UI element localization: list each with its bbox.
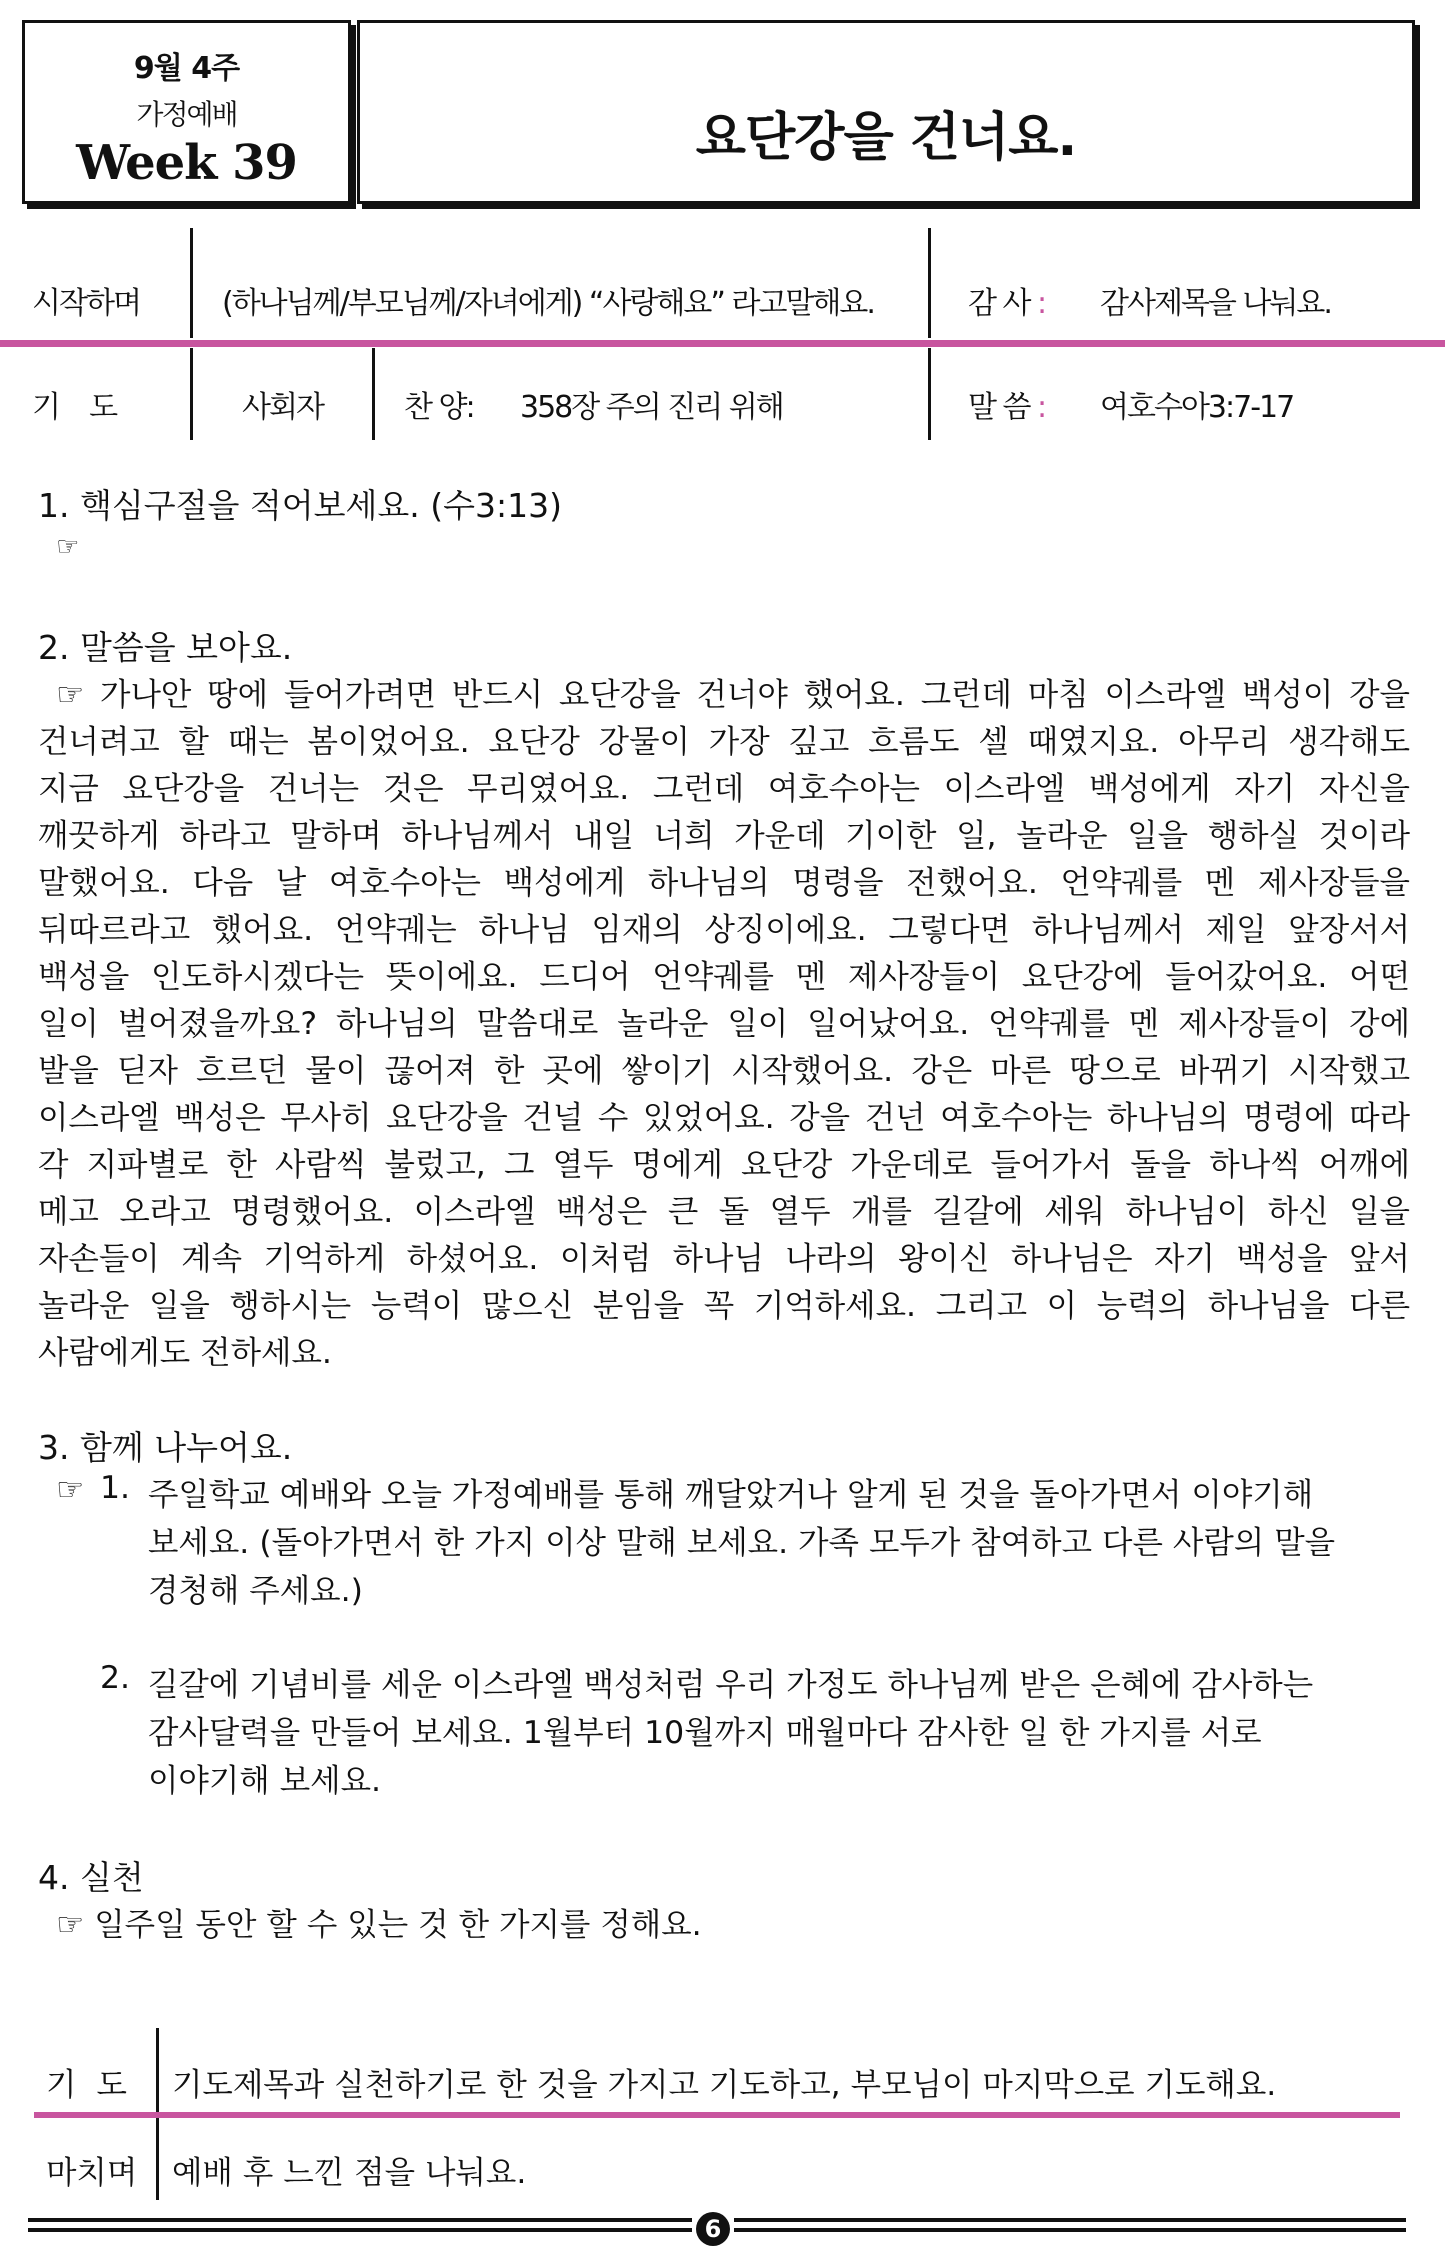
divider xyxy=(156,2118,159,2200)
practice-text: ☞ 일주일 동안 할 수 있는 것 한 가지를 정해요. xyxy=(56,1907,702,1943)
sermon-line: 발을 딛자 흐르던 물이 끊어져 한 곳에 쌓이기 시작했어요. 강은 마른 땅으로 바뀌기 시작했고 xyxy=(38,1053,1410,1089)
sermon-line: 지금 요단강을 건너는 것은 무리였어요. 그런데 여호수아는 이스라엘 백성에게 자기 자신을 xyxy=(38,771,1410,807)
closing-prayer-label: 기 도 xyxy=(46,2067,127,2103)
word-label: 말 씀 xyxy=(968,390,1030,425)
thanks-colon: : xyxy=(1037,286,1046,321)
sermon-line: 자손들이 계속 기억하게 하셨어요. 이처럼 하나님 나라의 왕이신 하나님은 자기 백성을 앞서 xyxy=(38,1241,1410,1277)
pointer-icon: ☞ xyxy=(56,532,80,562)
sermon-line: 말했어요. 다음 날 여호수아는 백성에게 하나님의 명령을 전했어요. 언약궤를 멘 제사장들을 xyxy=(38,865,1410,901)
pink-rule xyxy=(0,340,1445,347)
question-2-line: 이야기해 보세요. xyxy=(148,1763,382,1799)
thanks-label-wrap xyxy=(968,278,1045,322)
section4-title: 4. 실천 xyxy=(38,1858,144,1897)
section2-title: 2. 말씀을 보아요. xyxy=(38,628,293,667)
divider xyxy=(190,228,193,338)
closing-end-label: 마치며 xyxy=(46,2155,138,2191)
question-2-line: 길갈에 기념비를 세운 이스라엘 백성처럼 우리 가정도 하나님께 받은 은혜에 감사하는 xyxy=(148,1667,1314,1703)
pink-rule xyxy=(34,2112,1400,2118)
week-info-box xyxy=(22,20,351,204)
divider xyxy=(928,228,931,338)
sermon-line: 백성을 인도하시겠다는 뜻이에요. 드디어 언약궤를 멘 제사장들이 요단강에 들어갔어요. 어떤 xyxy=(38,959,1410,995)
footer-line xyxy=(28,2218,692,2222)
question-1-number: 1. xyxy=(100,1470,131,1506)
thanks-text: 감사제목을 나눠요. xyxy=(1100,286,1331,321)
divider xyxy=(372,348,375,440)
sermon-line: 건너려고 할 때는 봄이었어요. 요단강 강물이 가장 깊고 흐름도 셀 때였지요. 아무리 생각해도 xyxy=(38,724,1410,760)
month-week: 9월 4주 xyxy=(133,51,240,86)
footer-line xyxy=(28,2228,692,2232)
divider xyxy=(190,348,193,440)
sermon-line: 각 지파별로 한 사람씩 불렀고, 그 열두 명에게 요단강 가운데로 들어가서 돌을 하나씩 어깨에 xyxy=(38,1147,1410,1183)
question-1-line: 주일학교 예배와 오늘 가정예배를 통해 깨달았거나 알게 된 것을 돌아가면서 이야기해 xyxy=(148,1477,1314,1513)
leader-label: 사회자 xyxy=(242,390,323,425)
word-label-wrap xyxy=(968,382,1045,426)
sermon-line: 일이 벌어졌을까요? 하나님의 말씀대로 놀라운 일이 일어났어요. 언약궤를 멘 제사장들이 강에 xyxy=(38,1006,1410,1042)
service-type: 가정예배 xyxy=(136,98,237,131)
word-colon: : xyxy=(1037,390,1046,425)
divider xyxy=(928,348,931,440)
sermon-line: 뒤따르라고 했어요. 언약궤는 하나님 임재의 상징이에요. 그렇다면 하나님께서 제일 앞장서서 xyxy=(38,912,1410,948)
title-box xyxy=(357,20,1415,204)
sermon-line: 메고 오라고 명령했어요. 이스라엘 백성은 큰 돌 열두 개를 길갈에 세워 하나님이 하신 일을 xyxy=(38,1194,1410,1230)
hymn-label: 찬 양: xyxy=(404,390,474,425)
question-2-line: 감사달력을 만들어 보세요. 1월부터 10월까지 매월마다 감사한 일 한 가지를 서로 xyxy=(148,1715,1262,1751)
sermon-line: ☞ 가나안 땅에 들어가려면 반드시 요단강을 건너야 했어요. 그런데 마침 이스라엘 백성이 강을 xyxy=(56,677,1410,713)
week-number: Week 39 xyxy=(76,135,297,191)
opening-label: 시작하며 xyxy=(32,286,140,321)
opening-text: (하나님께/부모님께/자녀에게) “사랑해요” 라고말해요. xyxy=(222,286,874,321)
pointer-icon: ☞ xyxy=(56,1472,85,1508)
closing-prayer-text: 기도제목과 실천하기로 한 것을 가지고 기도하고, 부모님이 마지막으로 기도해요. xyxy=(172,2067,1277,2103)
page-title: 요단강을 건너요. xyxy=(695,108,1077,168)
question-1-line: 보세요. (돌아가면서 한 가지 이상 말해 보세요. 가족 모두가 참여하고 다른 사람의 말을 xyxy=(148,1525,1336,1561)
prayer-label: 기 도 xyxy=(32,390,117,425)
closing-end-text: 예배 후 느낀 점을 나눠요. xyxy=(172,2155,527,2191)
footer-line xyxy=(734,2218,1406,2222)
sermon-line: 깨끗하게 하라고 말하며 하나님께서 내일 너희 가운데 기이한 일, 놀라운 일을 행하실 것이라 xyxy=(38,818,1410,854)
footer-line xyxy=(734,2228,1406,2232)
sermon-line: 놀라운 일을 행하시는 능력이 많으신 분임을 꼭 기억하세요. 그리고 이 능력의 하나님을 다른 xyxy=(38,1288,1410,1324)
sermon-line: 이스라엘 백성은 무사히 요단강을 건널 수 있었어요. 강을 건넌 여호수아는 하나님의 명령에 따라 xyxy=(38,1100,1410,1136)
divider xyxy=(156,2028,159,2112)
question-1-line: 경청해 주세요.) xyxy=(148,1573,363,1609)
section1-title: 1. 핵심구절을 적어보세요. (수3:13) xyxy=(38,486,562,525)
section3-title: 3. 함께 나누어요. xyxy=(38,1428,293,1467)
sermon-line: 사람에게도 전하세요. xyxy=(38,1335,332,1371)
scripture-text: 여호수아3:7-17 xyxy=(1100,390,1294,425)
thanks-label: 감 사 xyxy=(968,286,1030,321)
page-number: 6 xyxy=(696,2212,730,2246)
question-2-number: 2. xyxy=(100,1660,131,1696)
hymn-text: 358장 주의 진리 위해 xyxy=(520,390,783,425)
